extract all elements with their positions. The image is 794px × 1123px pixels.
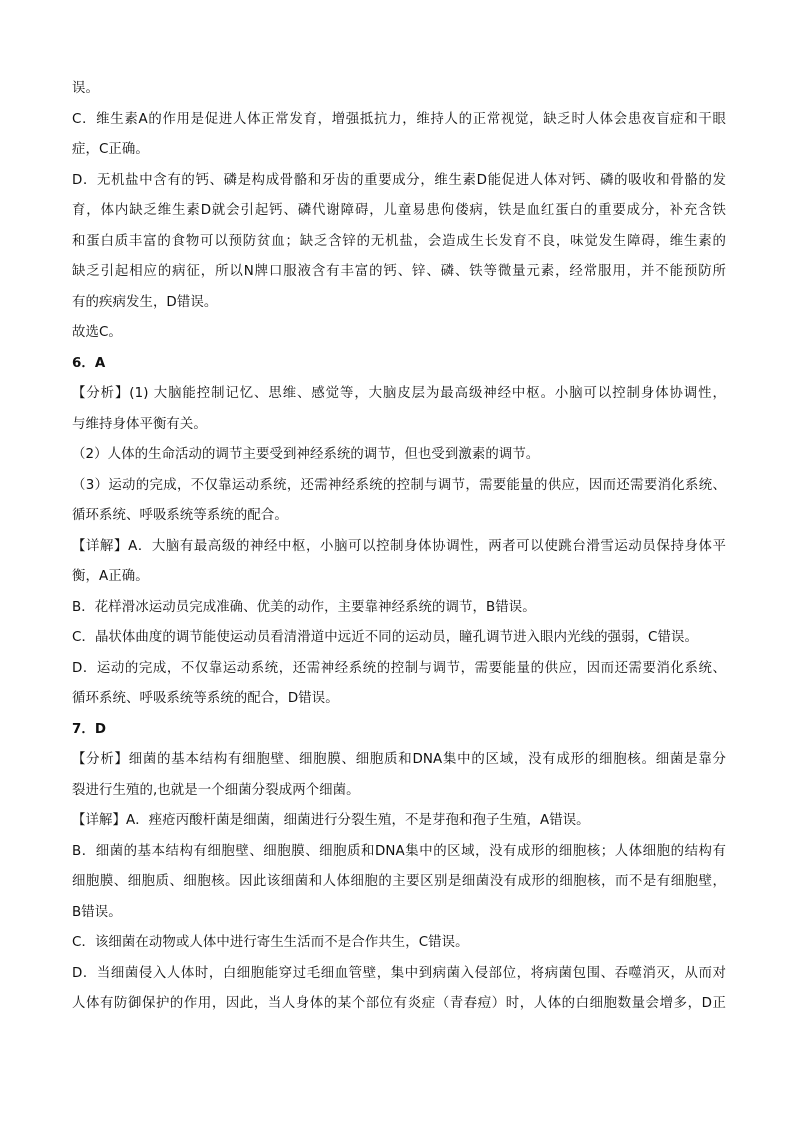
text-line: 【详解】A．痤疮丙酸杆菌是细菌，细菌进行分裂生殖，不是芽孢和孢子生殖，A错误。 (72, 813, 590, 828)
text-line: C．晶状体曲度的调节能使运动员看清滑道中远近不同的运动员，瞳孔调节进入眼内光线的强弱，C错误。 (72, 630, 698, 645)
text-line: 细胞膜、细胞质、细胞核。因此该细菌和人体细胞的主要区别是细菌没有成形的细胞核，而不是有细胞壁， (72, 874, 726, 889)
text-line: 育，体内缺乏维生素D就会引起钙、磷代谢障碍，儿童易患佝偻病，铁是血红蛋白的重要成分，补充含铁 (72, 203, 726, 218)
text-line: （2）人体的生命活动的调节主要受到神经系统的调节，但也受到激素的调节。 (72, 447, 540, 462)
text-line: 故选C。 (72, 325, 122, 340)
text-line: 【分析】(1) 大脑能控制记忆、思维、感觉等，大脑皮层为最高级神经中枢。小脑可以控制身体协调性， (72, 386, 726, 401)
text-line: （3）运动的完成，不仅靠运动系统，还需神经系统的控制与调节，需要能量的供应，因而还需要消化系统、 (72, 477, 726, 493)
text-line: D．无机盐中含有的钙、磷是构成骨骼和牙齿的重要成分，维生素D能促进人体对钙、磷的吸收和骨骼的发 (72, 172, 726, 188)
text-line: 与维持身体平衡有关。 (72, 416, 207, 432)
text-line: 和蛋白质丰富的食物可以预防贫血；缺乏含锌的无机盐，会造成生长发育不良，味觉发生障碍，维生素的 (72, 233, 726, 249)
text-line: B．花样滑冰运动员完成准确、优美的动作，主要靠神经系统的调节，B错误。 (72, 599, 536, 615)
text-line: D．当细菌侵入人体时，白细胞能穿过毛细血管壁，集中到病菌入侵部位，将病菌包围、吞噬消灭，从而对 (72, 965, 726, 981)
text-line: 循环系统、呼吸系统等系统的配合。 (72, 508, 288, 523)
text-line: 有的疾病发生，D错误。 (72, 294, 218, 310)
question-number: 7．D (72, 721, 107, 737)
text-line: 误。 (72, 81, 99, 96)
text-line: C．该细菌在动物或人体中进行寄生生活而不是合作共生，C错误。 (72, 935, 469, 950)
text-line: 【分析】细菌的基本结构有细胞壁、细胞膜、细胞质和DNA集中的区域，没有成形的细胞核。细菌是靠分 (72, 752, 726, 767)
text-line: 循环系统、呼吸系统等系统的配合，D错误。 (72, 691, 339, 706)
text-line: 人体有防御保护的作用，因此，当人身体的某个部位有炎症（青春痘）时，人体的白细胞数量会增多，D正 (72, 996, 726, 1011)
text-line: 裂进行生殖的,也就是一个细菌分裂成两个细菌。 (72, 782, 360, 798)
text-line: B错误。 (72, 904, 122, 920)
question-number: 6．A (72, 355, 106, 371)
text-line: 症，C正确。 (72, 142, 149, 157)
text-line: C．维生素A的作用是促进人体正常发育，增强抵抗力，维持人的正常视觉，缺乏时人体会患夜盲症和干眼 (72, 111, 726, 127)
text-line: 衡，A正确。 (72, 569, 149, 584)
text-line: D．运动的完成，不仅靠运动系统，还需神经系统的控制与调节，需要能量的供应，因而还需要消化系统、 (72, 660, 726, 676)
text-line: B．细菌的基本结构有细胞壁、细胞膜、细胞质和DNA集中的区域，没有成形的细胞核；人体细胞的结构有 (72, 843, 726, 859)
text-line: 缺乏引起相应的病征，所以N牌口服液含有丰富的钙、锌、磷、铁等微量元素，经常服用，并不能预防所 (72, 264, 726, 279)
answer-text-body (72, 74, 726, 1020)
text-line: 【详解】A．大脑有最高级的神经中枢，小脑可以控制身体协调性，两者可以使跳台滑雪运动员保持身体平 (72, 538, 726, 554)
